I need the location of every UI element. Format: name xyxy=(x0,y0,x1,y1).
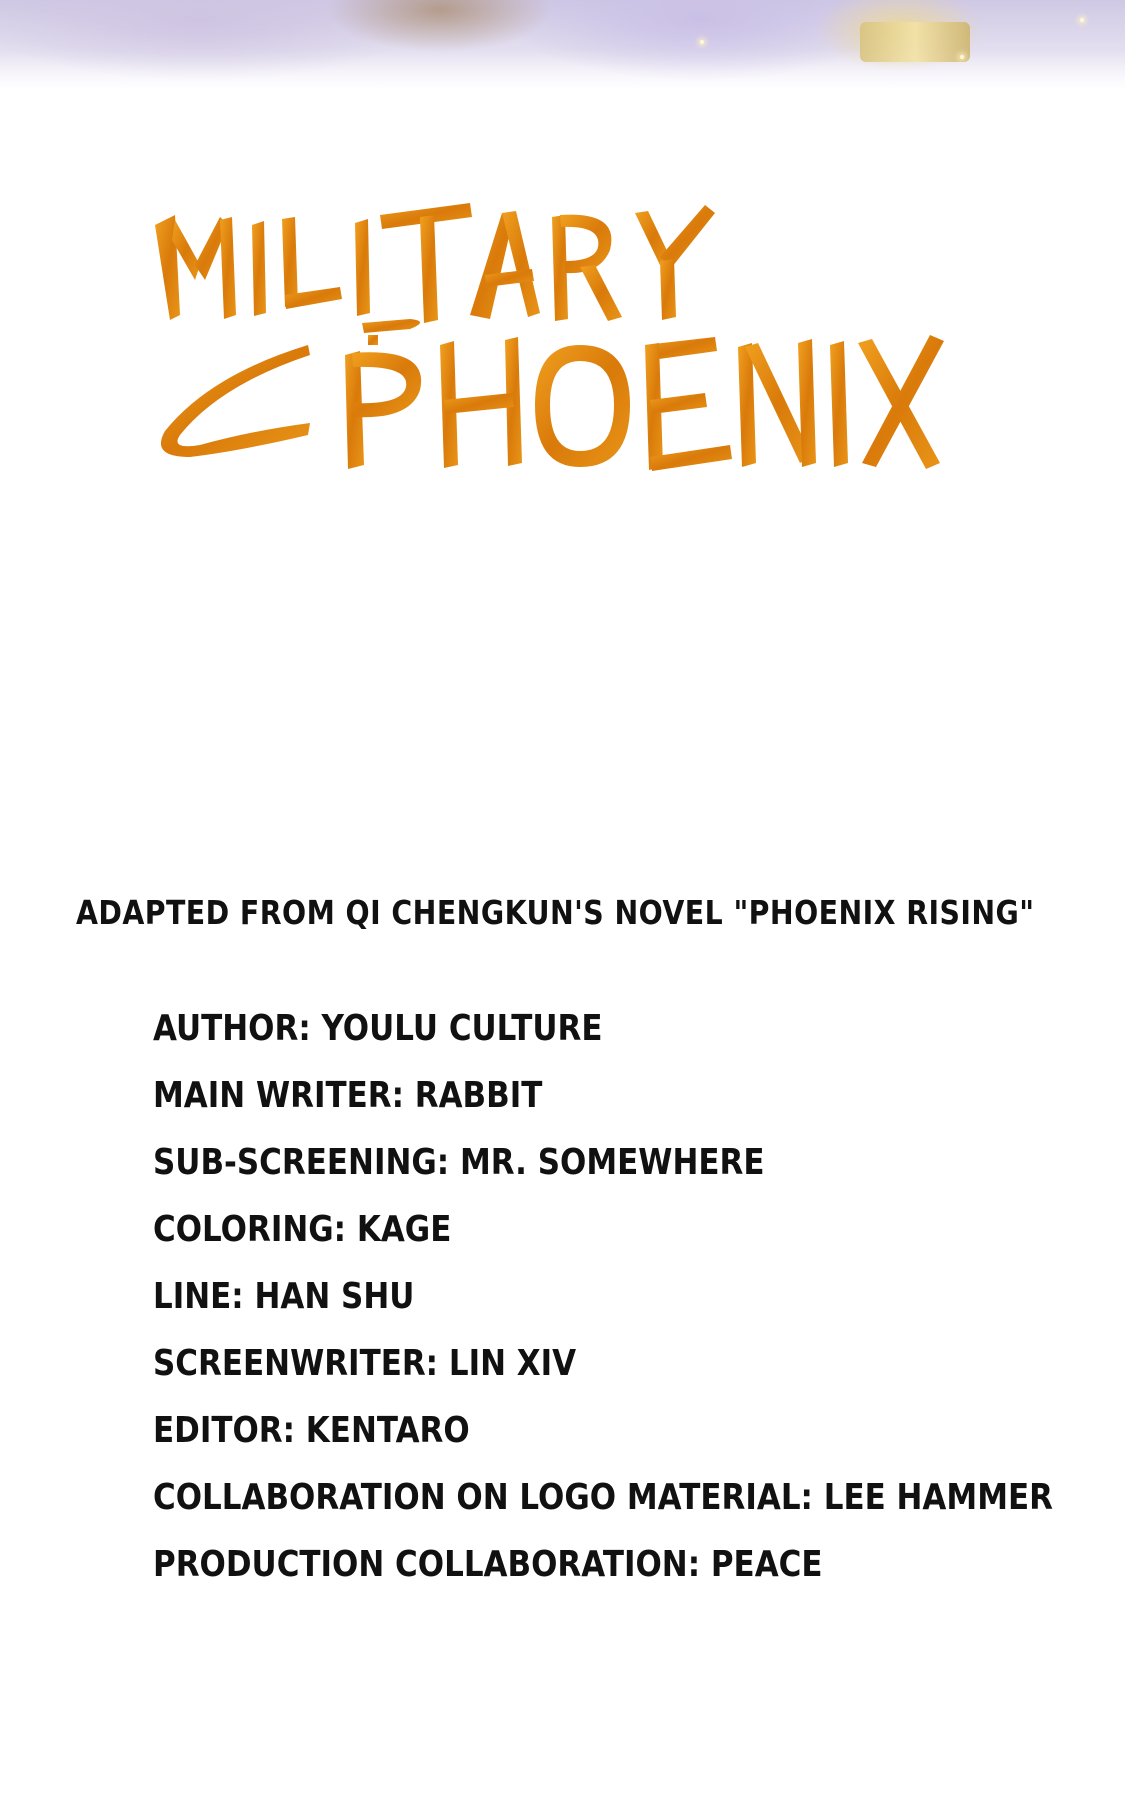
credit-sub-screening: SUB-SCREENING: MR. SOMEWHERE xyxy=(153,1142,765,1183)
series-logo xyxy=(140,195,990,555)
credit-author: AUTHOR: YOULU CULTURE xyxy=(153,1008,603,1049)
credits-list xyxy=(153,995,1125,1598)
credit-main-writer: MAIN WRITER: RABBIT xyxy=(153,1075,543,1116)
credit-line: LINE: HAN SHU xyxy=(153,1276,415,1317)
credit-logo-collaboration: COLLABORATION ON LOGO MATERIAL: LEE HAMMER xyxy=(153,1477,1054,1518)
sparkle-decoration xyxy=(1080,18,1084,22)
sparkle-decoration xyxy=(700,40,704,44)
credit-coloring: COLORING: KAGE xyxy=(153,1209,452,1250)
cover-artwork-strip xyxy=(0,0,1125,90)
adapted-from-credit: ADAPTED FROM QI CHENGKUN'S NOVEL "PHOENIX RISING" xyxy=(76,893,1035,932)
credit-screenwriter: SCREENWRITER: LIN XIV xyxy=(153,1343,577,1384)
sparkle-decoration xyxy=(960,55,964,59)
gold-band-artwork xyxy=(860,22,970,62)
credit-editor: EDITOR: KENTARO xyxy=(153,1410,470,1451)
credit-production-collaboration: PRODUCTION COLLABORATION: PEACE xyxy=(153,1544,823,1585)
